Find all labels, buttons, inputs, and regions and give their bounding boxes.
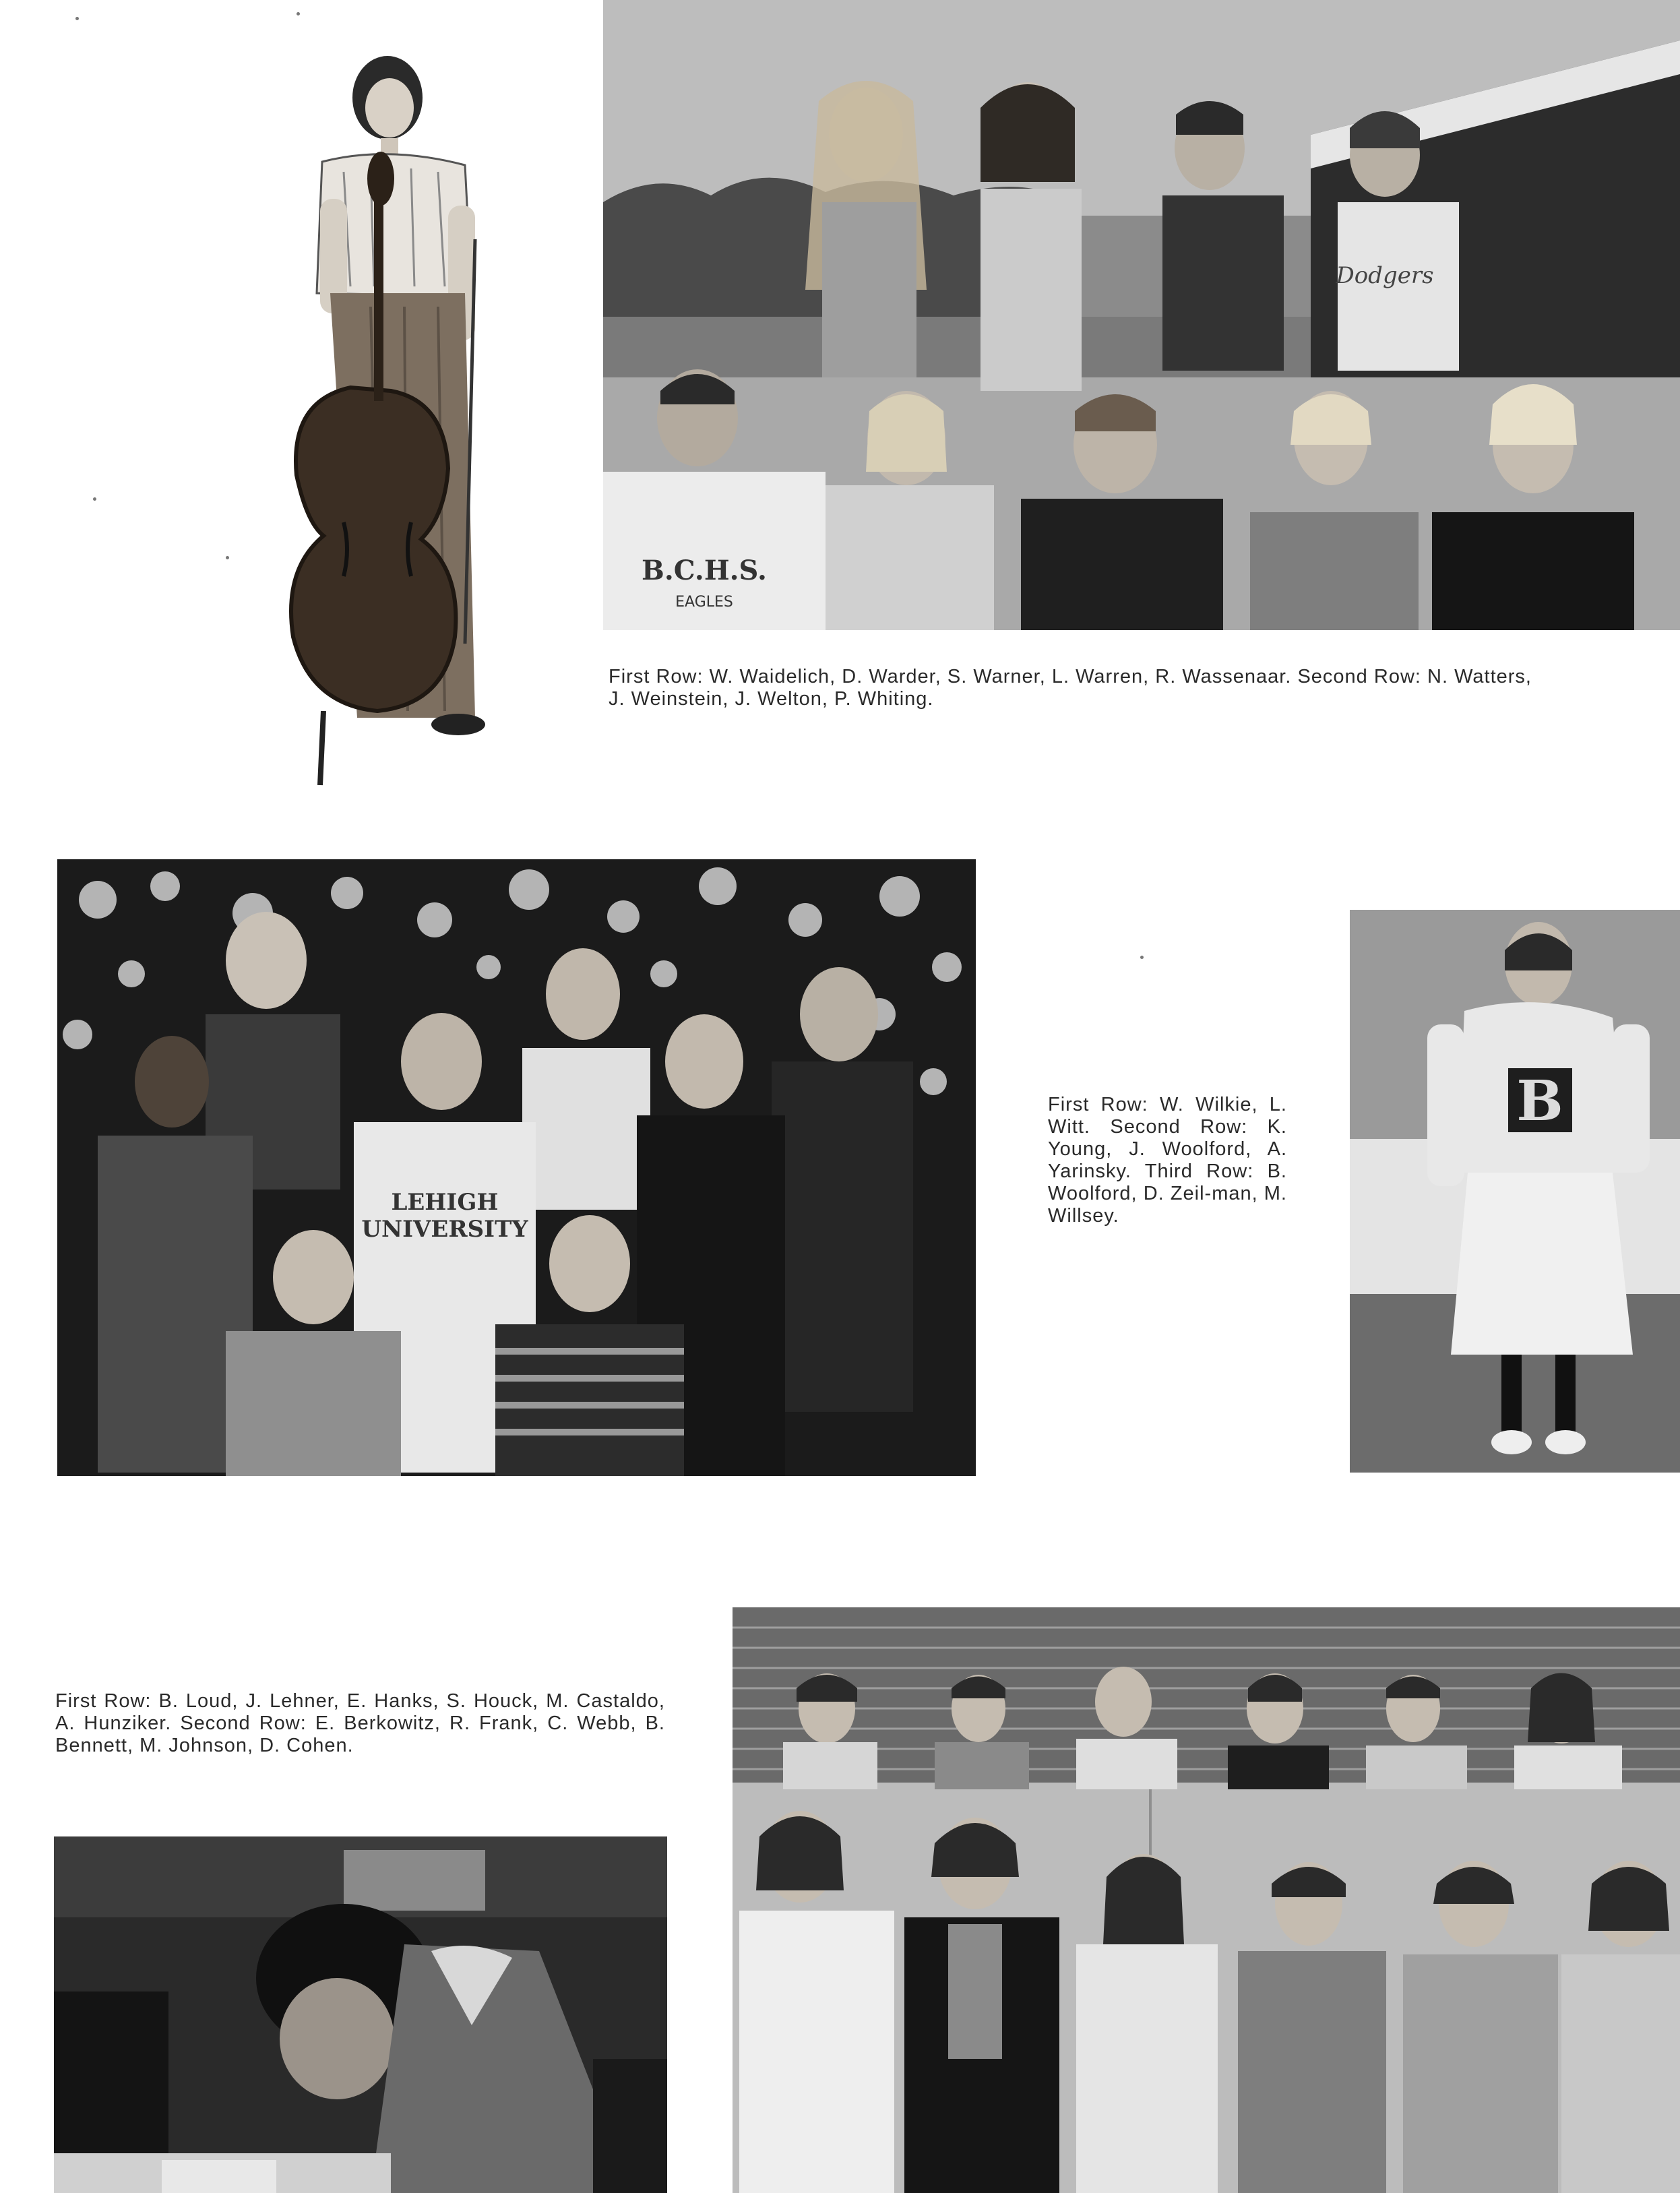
lehigh-shirt-line1: LEHIGH: [391, 1189, 499, 1216]
scan-speck: [226, 556, 229, 559]
eagles-shirt-text: EAGLES: [675, 594, 733, 611]
caption-middle-group: First Row: W. Wilkie, L. Witt. Second Row: K. Young, J. Woolford, A. Yarinsky. Third Row: B. Woolford, D. Zeil-man, M. Willsey.: [1048, 1094, 1287, 1227]
caption-bottom-group: First Row: B. Loud, J. Lehner, E. Hanks, S. Houck, M. Castaldo, A. Hunziker. Second Row: E. Berkowitz, R. Frank, C. Webb, B. Bennett, M. Johnson, D. Cohen.: [55, 1690, 665, 1756]
scan-speck: [93, 497, 96, 501]
scan-speck: [297, 12, 300, 16]
portrait-photo-right: [1350, 910, 1680, 1473]
dodgers-shirt-text: Dodgers: [1336, 262, 1434, 289]
scan-speck: [75, 17, 79, 20]
bchs-shirt-text: B.C.H.S.: [642, 555, 767, 586]
group-photo-middle: [57, 859, 976, 1476]
group-photo-top: [603, 0, 1680, 630]
caption-top-group: First Row: W. Waidelich, D. Warder, S. Warner, L. Warren, R. Wassenaar. Second Row: N. Watters, J. Weinstein, J. Welton, P. Whiting.: [609, 666, 1532, 710]
candid-photo-bottom-left: [54, 1836, 667, 2193]
scan-speck: [1140, 956, 1144, 959]
cellist-photo: [243, 37, 512, 789]
group-photo-bottom: [733, 1607, 1680, 2193]
letter-sweater-b: B: [1516, 1069, 1563, 1134]
lehigh-shirt-line2: UNIVERSITY: [361, 1216, 528, 1243]
